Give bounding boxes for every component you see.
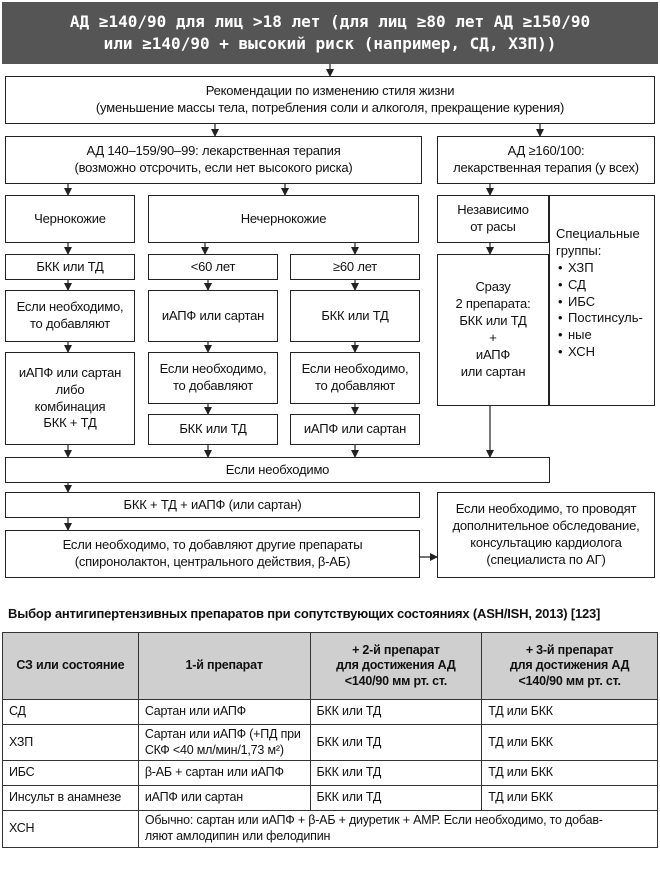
black-step3-line-3: комбинация <box>34 398 106 414</box>
cell-third: ТД или БКК <box>482 761 658 786</box>
cell-condition: ХЗП <box>3 725 139 761</box>
black-step1-box <box>5 254 135 280</box>
under60-step1-box <box>148 290 278 342</box>
bp-mid-line-2: (возможно отсрочить, если нет высокого риска) <box>74 160 353 175</box>
black-step2-line-2: то добавляют <box>29 316 111 331</box>
triple-label: БКК + ТД + иАПФ (или сартан) <box>123 496 302 512</box>
triple-box <box>5 492 420 518</box>
lifestyle-box <box>5 76 655 124</box>
two-drugs-line-4: + <box>489 330 497 345</box>
header-third-line-3: <140/90 мм рт. ст. <box>518 673 621 688</box>
header-second-line-1: + 2-й препарат <box>352 642 440 657</box>
over60-step1-box <box>290 290 420 342</box>
over60-step1-label: БКК или ТД <box>321 307 389 323</box>
referral-line-3: консультацию кардиолога <box>470 535 622 550</box>
two-drugs-line-3: БКК или ТД <box>459 313 527 329</box>
over60-step2-box <box>290 352 420 404</box>
special-group-item: • Постинсуль- <box>568 310 654 327</box>
cell-first: иАПФ или сартан <box>138 786 310 811</box>
cell-third: ТД или БКК <box>482 700 658 725</box>
header-second-line-2: для достижения АД <box>336 658 456 673</box>
black-step2-box <box>5 290 135 342</box>
header-first-drug-text: 1-й препарат <box>185 658 263 673</box>
special-group-item-cont-text: ные <box>568 327 592 343</box>
header-condition-text: СЗ или состояние <box>16 658 125 673</box>
referral-line-4: (специалиста по АГ) <box>486 551 606 567</box>
black-step3-line-4: БКК + ТД <box>43 415 97 431</box>
header-third-line-2: для достижения АД <box>509 658 630 673</box>
table-title: Выбор антигипертензивных препаратов при сопутствующих состояниях (ASH/ISH, 2013) [123] <box>8 606 601 621</box>
special-group-item: • ХСН <box>568 344 654 361</box>
under60-label: <60 лет <box>190 258 236 274</box>
cell-merged-line-2: ляют амлодипин или фелодипин <box>144 828 331 843</box>
two-drugs-box <box>437 254 549 406</box>
table-row <box>3 761 658 786</box>
nonblack-box <box>148 195 419 243</box>
black-step3-line-1: иАПФ или сартан <box>18 364 122 380</box>
header-third-line-1: + 3-й препарат <box>525 642 614 657</box>
special-groups-title-1: Специальные <box>556 226 640 241</box>
under60-step2-box <box>148 352 278 404</box>
cell-second: БКК или ТД <box>310 761 482 786</box>
two-drugs-line-6: или сартан <box>460 363 526 379</box>
cell-merged-regimen <box>138 811 657 847</box>
if-needed-box <box>5 457 550 483</box>
cell-first-line-1: Сартан или иАПФ (+ПД при <box>144 727 301 741</box>
add-other-line-2: (спиронолактон, центрального действия, β-АБ) <box>74 554 351 569</box>
black-label: Чернокожие <box>34 210 106 226</box>
table-row <box>3 811 658 847</box>
cell-third: ТД или БКК <box>482 725 658 761</box>
under60-step3-box <box>148 414 278 445</box>
regardless-line-2: от расы <box>470 219 516 234</box>
two-drugs-line-1: Сразу <box>475 279 511 295</box>
header-line-1: АД ≥140/90 для лиц >18 лет (для лиц ≥80 лет АД ≥150/90 <box>69 12 591 32</box>
referral-line-2: дополнительное обследование, <box>452 518 640 534</box>
cell-condition: ИБС <box>3 761 139 786</box>
special-group-item: • ИБС <box>568 294 654 311</box>
table-header-row <box>3 633 658 700</box>
header-third-drug <box>482 633 658 700</box>
over60-step3-label: иАПФ или сартан <box>303 421 407 437</box>
two-drugs-line-2: 2 препарата: <box>455 296 531 312</box>
black-step1-label: БКК или ТД <box>36 258 104 274</box>
cell-first: Сартан или иАПФ <box>138 700 310 725</box>
regardless-race-box <box>437 195 549 243</box>
bp-mid-line-1: АД 140–159/90–99: лекарственная терапия <box>86 143 341 159</box>
under60-box <box>148 254 278 280</box>
bp-mid-box <box>5 136 422 184</box>
add-other-line-1: Если необходимо, то добавляют другие препараты <box>62 537 363 553</box>
header-first-drug <box>138 633 310 700</box>
under60-step2-line-2: то добавляют <box>172 378 254 393</box>
header-second-line-3: <140/90 мм рт. ст. <box>344 673 447 688</box>
black-step2-line-1: Если необходимо, <box>16 299 124 315</box>
table-row <box>3 786 658 811</box>
under60-step3-label: БКК или ТД <box>179 421 247 437</box>
cell-merged-line-1: Обычно: сартан или иАПФ + β-АБ + диуретик + АМР. Если необходимо, то добав- <box>144 813 603 828</box>
cell-condition: СД <box>3 700 139 725</box>
special-group-item-cont <box>568 327 654 344</box>
cell-first-line-2: СКФ <40 мл/мин/1,73 м²) <box>144 742 284 757</box>
special-groups-list <box>556 226 654 361</box>
table-row <box>3 700 658 725</box>
regardless-line-1: Независимо <box>457 202 529 218</box>
header-condition <box>3 633 139 700</box>
over60-label: ≥60 лет <box>332 258 378 274</box>
special-group-item: • СД <box>568 277 654 294</box>
under60-step1-label: иАПФ или сартан <box>161 307 265 323</box>
special-groups-title-2: группы: <box>556 242 602 258</box>
nonblack-label: Нечернокожие <box>240 210 327 226</box>
black-step3-line-2: либо <box>55 381 85 397</box>
header-second-drug <box>310 633 482 700</box>
drug-selection-table <box>2 632 658 848</box>
over60-step2-line-2: то добавляют <box>314 378 396 393</box>
cell-condition: Инсульт в анамнезе <box>3 786 139 811</box>
if-needed-label: Если необходимо <box>225 461 330 477</box>
over60-box <box>290 254 420 280</box>
cell-second: БКК или ТД <box>310 725 482 761</box>
cell-first: β-АБ + сартан или иАПФ <box>138 761 310 786</box>
cell-condition: ХСН <box>3 811 139 847</box>
bp-high-line-1: АД ≥160/100: <box>507 143 585 159</box>
referral-line-1: Если необходимо, то проводят <box>455 501 637 517</box>
referral-box <box>437 492 655 578</box>
under60-step2-line-1: Если необходимо, <box>159 361 267 377</box>
cell-second: БКК или ТД <box>310 786 482 811</box>
lifestyle-line-1: Рекомендации по изменению стиля жизни <box>205 83 455 99</box>
bp-high-box <box>437 136 655 184</box>
two-drugs-line-5: иАПФ <box>475 346 511 362</box>
table-row <box>3 725 658 761</box>
over60-step3-box <box>290 414 420 445</box>
lifestyle-line-2: (уменьшение массы тела, потребления соли и алкоголя, прекращение курения) <box>95 100 565 115</box>
black-box <box>5 195 135 243</box>
bp-high-line-2: лекарственная терапия (у всех) <box>453 160 639 175</box>
special-group-item: • ХЗП <box>568 260 654 277</box>
add-other-box <box>5 530 420 578</box>
black-step3-box <box>5 352 135 445</box>
cell-third: ТД или БКК <box>482 786 658 811</box>
cell-second: БКК или ТД <box>310 700 482 725</box>
cell-first <box>138 725 310 761</box>
header-line-2: или ≥140/90 + высокий риск (например, СД, ХЗП)) <box>103 34 557 53</box>
over60-step2-line-1: Если необходимо, <box>301 361 409 377</box>
